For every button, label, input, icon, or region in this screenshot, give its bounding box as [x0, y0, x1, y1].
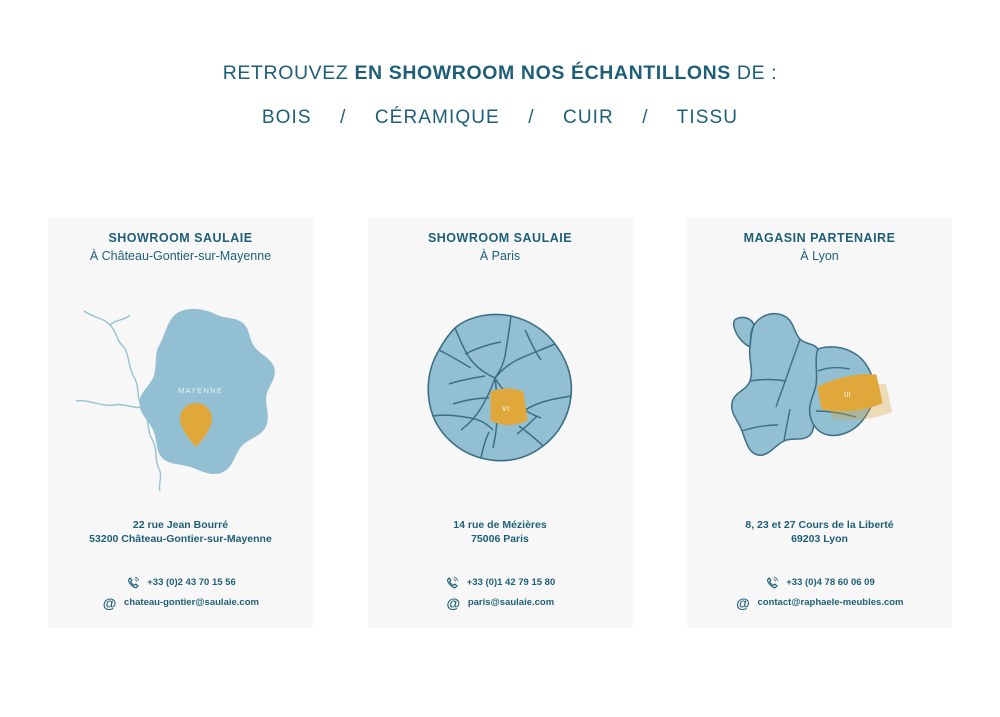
phone-icon [445, 575, 460, 590]
phone-number: +33 (0)1 42 79 15 80 [466, 577, 556, 588]
contact-block [687, 575, 952, 610]
location-card-paris [368, 218, 633, 628]
email-row[interactable] [446, 595, 554, 610]
address-line-2: 69203 Lyon [791, 532, 848, 545]
page-title-emphasis: EN SHOWROOM NOS ÉCHANTILLONS [354, 62, 731, 84]
email-row[interactable] [735, 595, 903, 610]
lyon-map-svg [710, 289, 930, 499]
page-title-prefix: RETROUVEZ [222, 62, 355, 84]
arrondissement-label: III [843, 392, 851, 399]
map-paris [368, 274, 633, 514]
address-line-1: 14 rue de Mézières [453, 518, 547, 531]
card-title: SHOWROOM SAULAIE [108, 231, 253, 245]
address-block [48, 518, 313, 546]
materials-list [0, 107, 1000, 129]
highlight-arrondissement [491, 389, 527, 425]
email-row[interactable] [102, 595, 259, 610]
contact-block [48, 575, 313, 610]
phone-icon [764, 575, 779, 590]
material-tissu: TISSU [676, 107, 739, 128]
phone-row[interactable] [764, 575, 874, 590]
card-subtitle: À Paris [479, 249, 521, 263]
map-lyon [687, 274, 952, 514]
address-line-1: 22 rue Jean Bourré [132, 518, 229, 531]
location-cards [48, 218, 952, 628]
address-line-2: 75006 Paris [471, 532, 529, 545]
mayenne-map-svg [66, 289, 296, 499]
arrondissement-label: VI [502, 406, 510, 413]
phone-row[interactable] [125, 575, 235, 590]
material-ceramique: CÉRAMIQUE [374, 107, 500, 128]
address-block [687, 518, 952, 546]
material-cuir: CUIR [563, 107, 614, 128]
address-block [368, 518, 633, 546]
separator-1: / [340, 107, 347, 128]
paris-map-svg [395, 294, 605, 494]
email-address: paris@saulaie.com [467, 597, 555, 608]
email-address: contact@raphaele-meubles.com [757, 597, 904, 608]
phone-number: +33 (0)2 43 70 15 56 [147, 577, 236, 588]
material-bois: BOIS [261, 107, 312, 128]
separator-2: / [528, 107, 535, 128]
address-line-2: 53200 Château-Gontier-sur-Mayenne [89, 532, 272, 545]
at-icon: @ [446, 594, 461, 611]
address-line-1: 8, 23 et 27 Cours de la Liberté [745, 518, 894, 531]
at-icon: @ [102, 594, 117, 611]
email-address: chateau-gontier@saulaie.com [124, 597, 259, 608]
card-title: SHOWROOM SAULAIE [427, 231, 573, 245]
region-label: MAYENNE [177, 386, 223, 395]
paris-arrondissements [428, 315, 571, 461]
location-card-lyon [687, 218, 952, 628]
location-card-chateau-gontier [48, 218, 313, 628]
separator-3: / [642, 107, 649, 128]
page-title [0, 62, 1000, 85]
card-subtitle: À Château-Gontier-sur-Mayenne [89, 249, 272, 263]
phone-icon [125, 575, 140, 590]
page-title-suffix: DE : [730, 62, 778, 84]
phone-number: +33 (0)4 78 60 06 09 [786, 577, 875, 588]
card-title: MAGASIN PARTENAIRE [743, 231, 896, 245]
at-icon: @ [736, 594, 750, 611]
card-subtitle: À Lyon [800, 249, 839, 263]
contact-block [368, 575, 633, 610]
phone-row[interactable] [445, 575, 555, 590]
map-mayenne [48, 274, 313, 514]
